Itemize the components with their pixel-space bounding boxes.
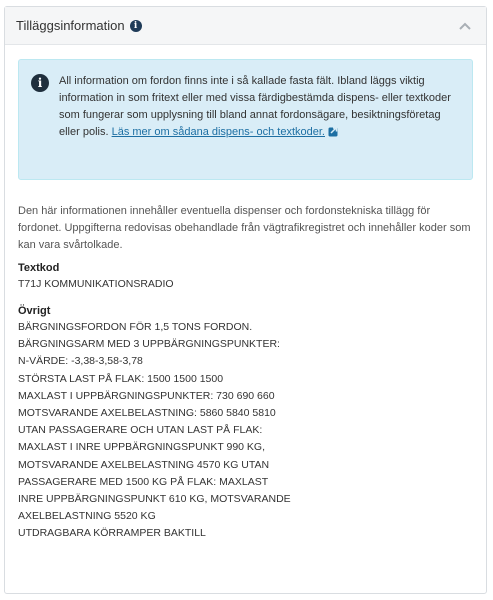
ovrigt-line: STÖRSTA LAST PÅ FLAK: 1500 1500 1500 [18, 372, 224, 385]
dispens-codes-link-text[interactable]: Läs mer om sådana dispens- och textkoder. [111, 126, 325, 138]
ovrigt-lines [18, 319, 473, 543]
dispens-codes-link[interactable] [112, 126, 339, 138]
info-icon: i [31, 74, 49, 92]
ovrigt-label: Övrigt [18, 305, 51, 317]
chevron-up-icon[interactable] [456, 17, 474, 35]
info-alert [18, 59, 473, 180]
intro-text: Den här informationen innehåller eventuella dispenser och fordonstekniska tillägg för fordonet. Uppgifterna redovisas obehandlade från vägtrafikregistret och innehåller koder som kan vara svårtolkade. [18, 205, 471, 251]
ovrigt-line: MOTSVARANDE AXELBELASTNING 4570 KG UTAN [18, 458, 270, 471]
panel-title-wrap [16, 18, 142, 33]
ovrigt-line: AXELBELASTNING 5520 KG [18, 510, 156, 523]
ovrigt-line: INRE UPPBÄRGNINGSPUNKT 610 KG, MOTSVARANDE [18, 493, 291, 506]
ovrigt-line: MAXLAST I INRE UPPBÄRGNINGSPUNKT 990 KG, [18, 441, 266, 454]
ovrigt-line: BÄRGNINGSFORDON FÖR 1,5 TONS FORDON. [18, 321, 253, 333]
textkod-label: Textkod [18, 262, 60, 274]
ovrigt-line: BÄRGNINGSARM MED 3 UPPBÄRGNINGSPUNKTER: [18, 338, 280, 351]
info-icon[interactable]: i [130, 20, 142, 32]
panel-title: Tilläggsinformation [16, 18, 125, 33]
external-link-icon[interactable] [328, 126, 339, 137]
ovrigt-line: UTDRAGBARA KÖRRAMPER BAKTILL [18, 527, 206, 540]
ovrigt-line: MAXLAST I UPPBÄRGNINGSPUNKTER: 730 690 660 [18, 389, 275, 402]
ovrigt-line: UTAN PASSAGERARE OCH UTAN LAST PÅ FLAK: [18, 424, 263, 437]
alert-message: All information om fordon finns inte i så kallade fasta fält. Ibland läggs viktig information in som fritext eller med vissa färdigbestämda dispens- eller textkoder som fungerar som upplysning till bland annat fordonsägare, besiktningsföretag eller polis. [59, 75, 451, 138]
textkod-value: T71J KOMMUNIKATIONSRADIO [18, 278, 174, 290]
ovrigt-line: N-VÄRDE: -3,38-3,58-3,78 [18, 355, 143, 368]
ovrigt-line: PASSAGERARE MED 1500 KG PÅ FLAK: MAXLAST [18, 475, 269, 488]
ovrigt-line: MOTSVARANDE AXELBELASTNING: 5860 5840 5810 [18, 407, 276, 420]
alert-text [59, 73, 460, 167]
panel-body [5, 45, 486, 543]
additional-info-panel [4, 6, 487, 594]
panel-header[interactable] [5, 7, 486, 45]
